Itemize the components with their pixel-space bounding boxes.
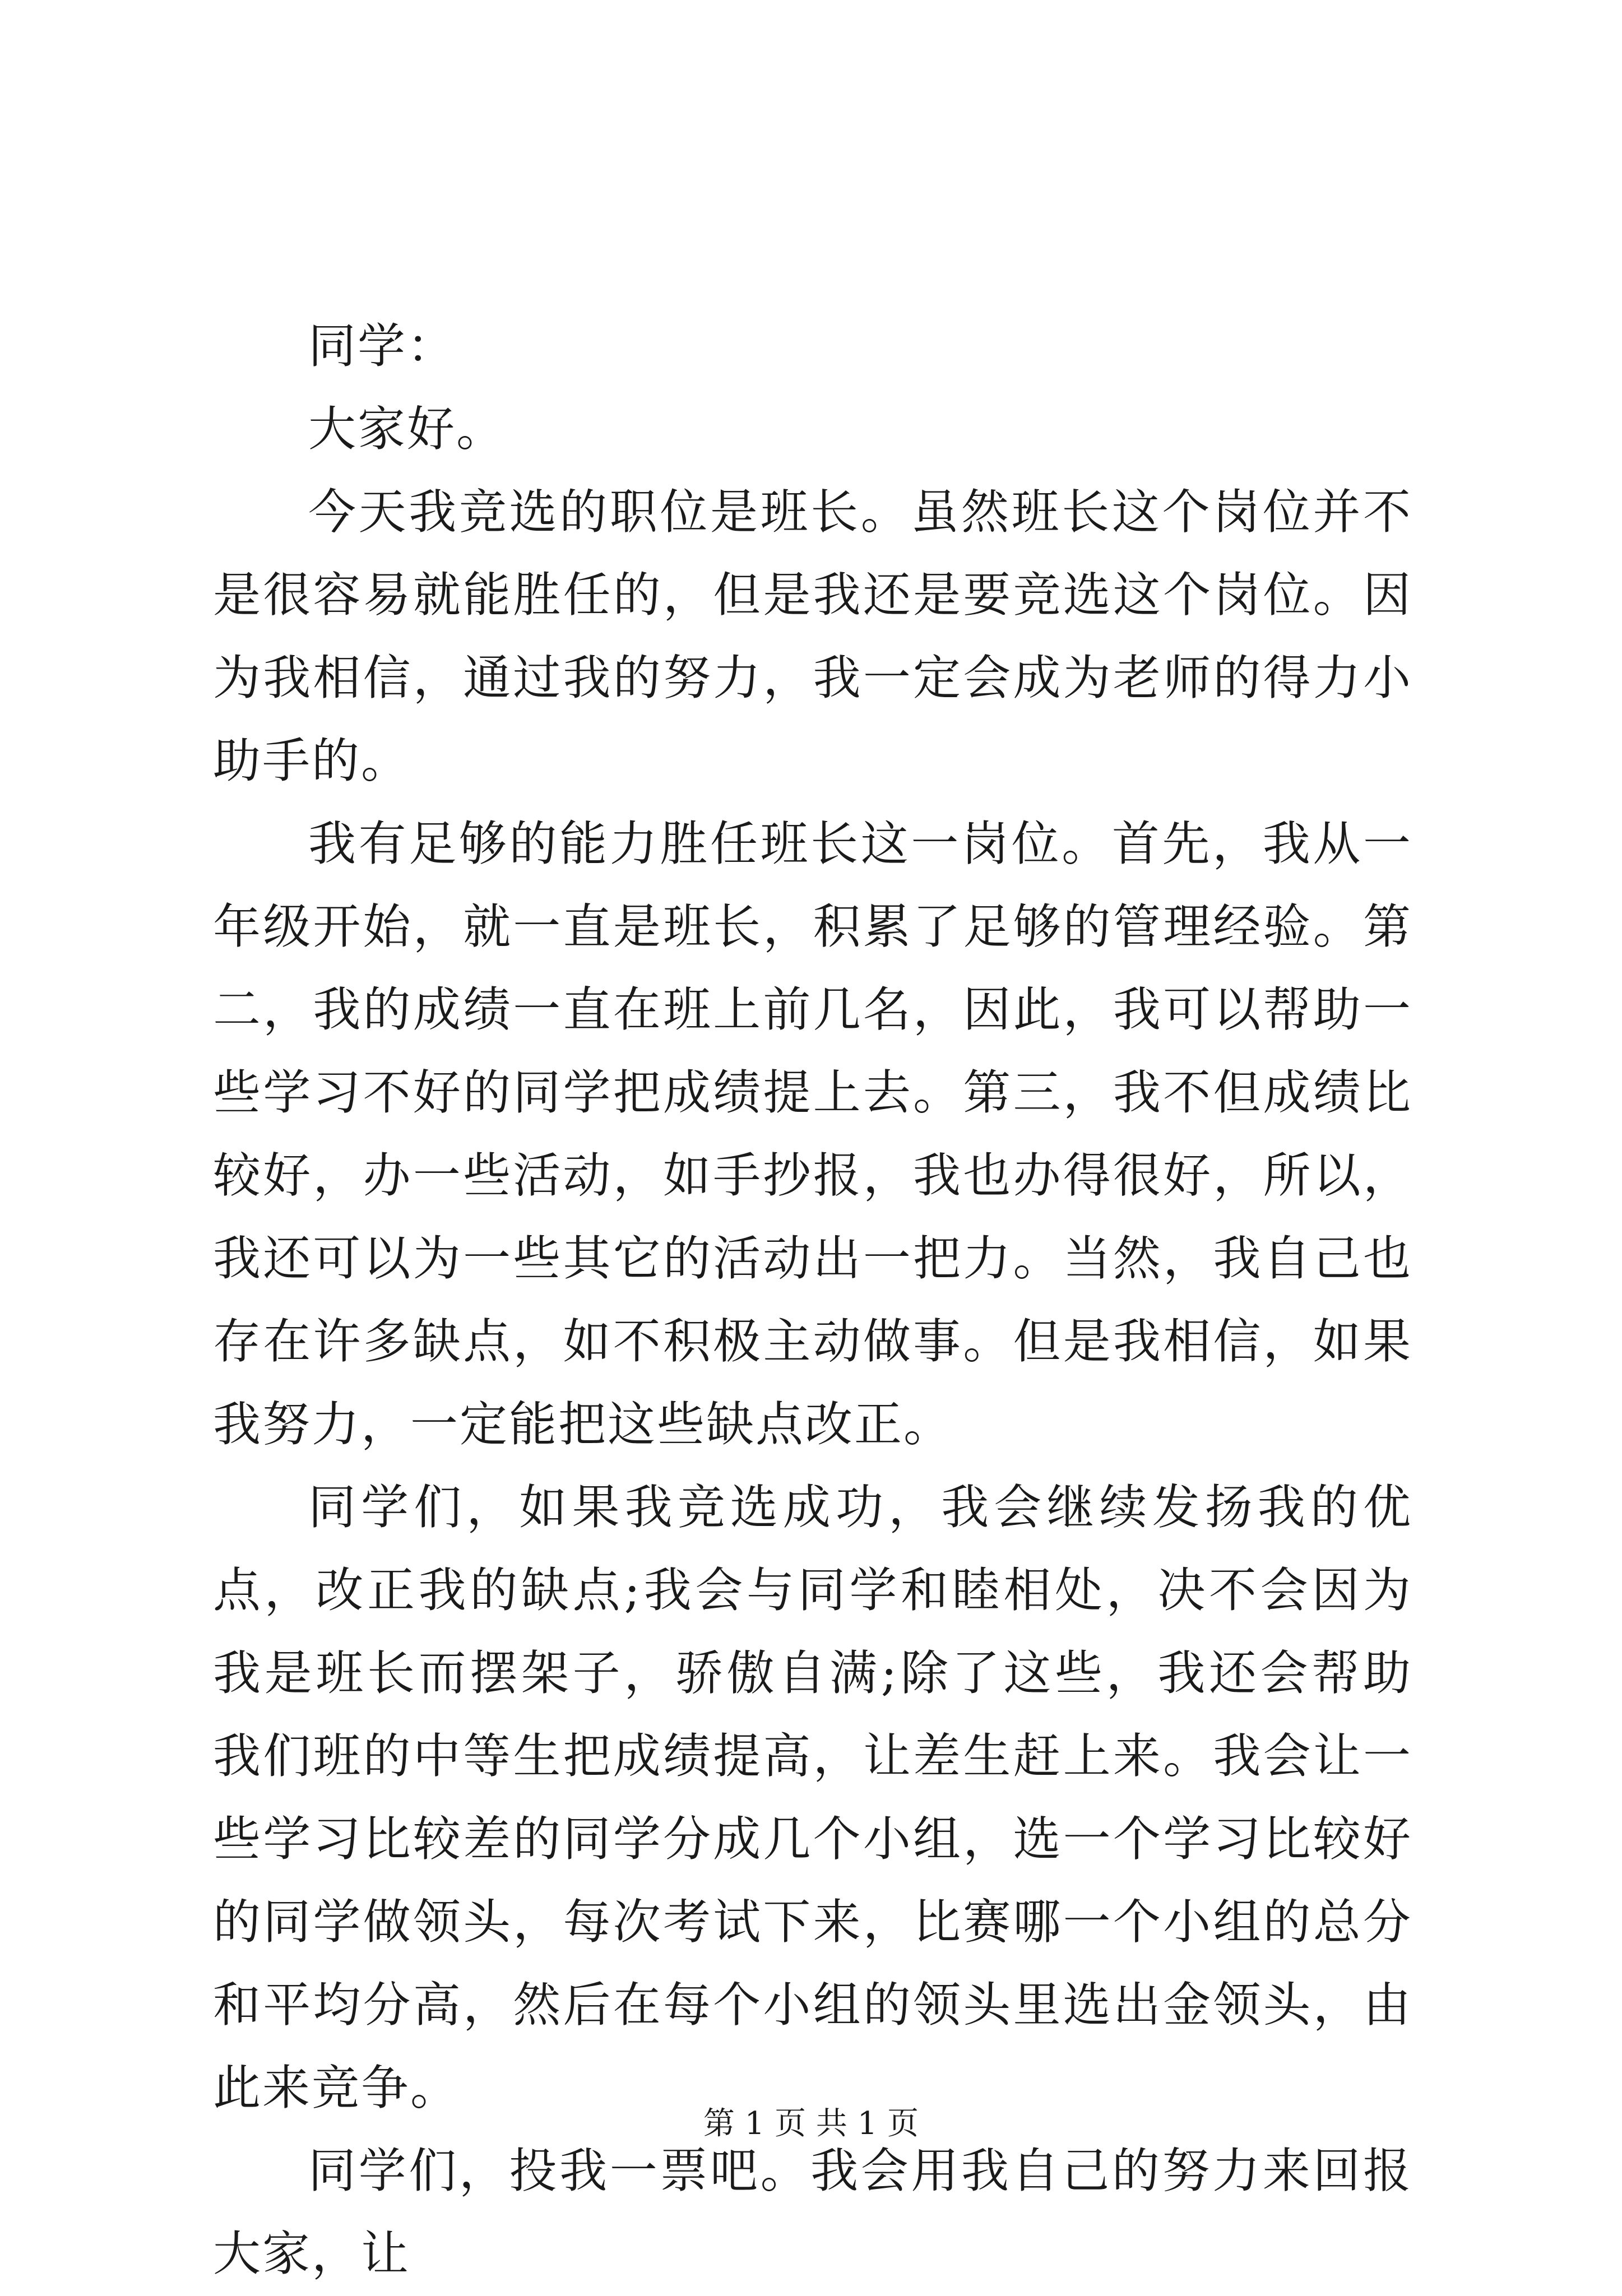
paragraph-plans: 同学们，如果我竞选成功，我会继续发扬我的优点，改正我的缺点;我会与同学和睦相处，决不会因为我是班长而摆架子，骄傲自满;除了这些，我还会帮助我们班的中等生把成绩提高，让差生赶上来。我会让一些学习比较差的同学分成几个小组，选一个学习比较好的同学做领头，每次考试下来，比赛哪一个小组的总分和平均分高，然后在每个小组的领头里选出金领头，由此来竞争。: [213, 1480, 1412, 2116]
paragraph-closing: 同学们，投我一票吧。我会用我自己的努力来回报大家，让: [213, 2144, 1412, 2282]
paragraph-salutation: 同学：: [308, 319, 457, 374]
paragraph-greeting: 大家好。: [308, 402, 506, 457]
paragraph-intro: 今天我竞选的职位是班长。虽然班长这个岗位并不是很容易就能胜任的，但是我还是要竞选这个岗位。因为我相信，通过我的努力，我一定会成为老师的得力小助手的。: [213, 485, 1412, 789]
page-footer: 第 1 页 共 1 页: [703, 2105, 919, 2142]
document-body: [213, 305, 1412, 2296]
paragraph-qualifications: 我有足够的能力胜任班长这一岗位。首先，我从一年级开始，就一直是班长，积累了足够的管理经验。第二，我的成绩一直在班上前几名，因此，我可以帮助一些学习不好的同学把成绩提上去。第三，我不但成绩比较好，办一些活动，如手抄报，我也办得很好，所以，我还可以为一些其它的活动出一把力。当然，我自己也存在许多缺点，如不积极主动做事。但是我相信，如果我努力，一定能把这些缺点改正。: [213, 817, 1412, 1453]
